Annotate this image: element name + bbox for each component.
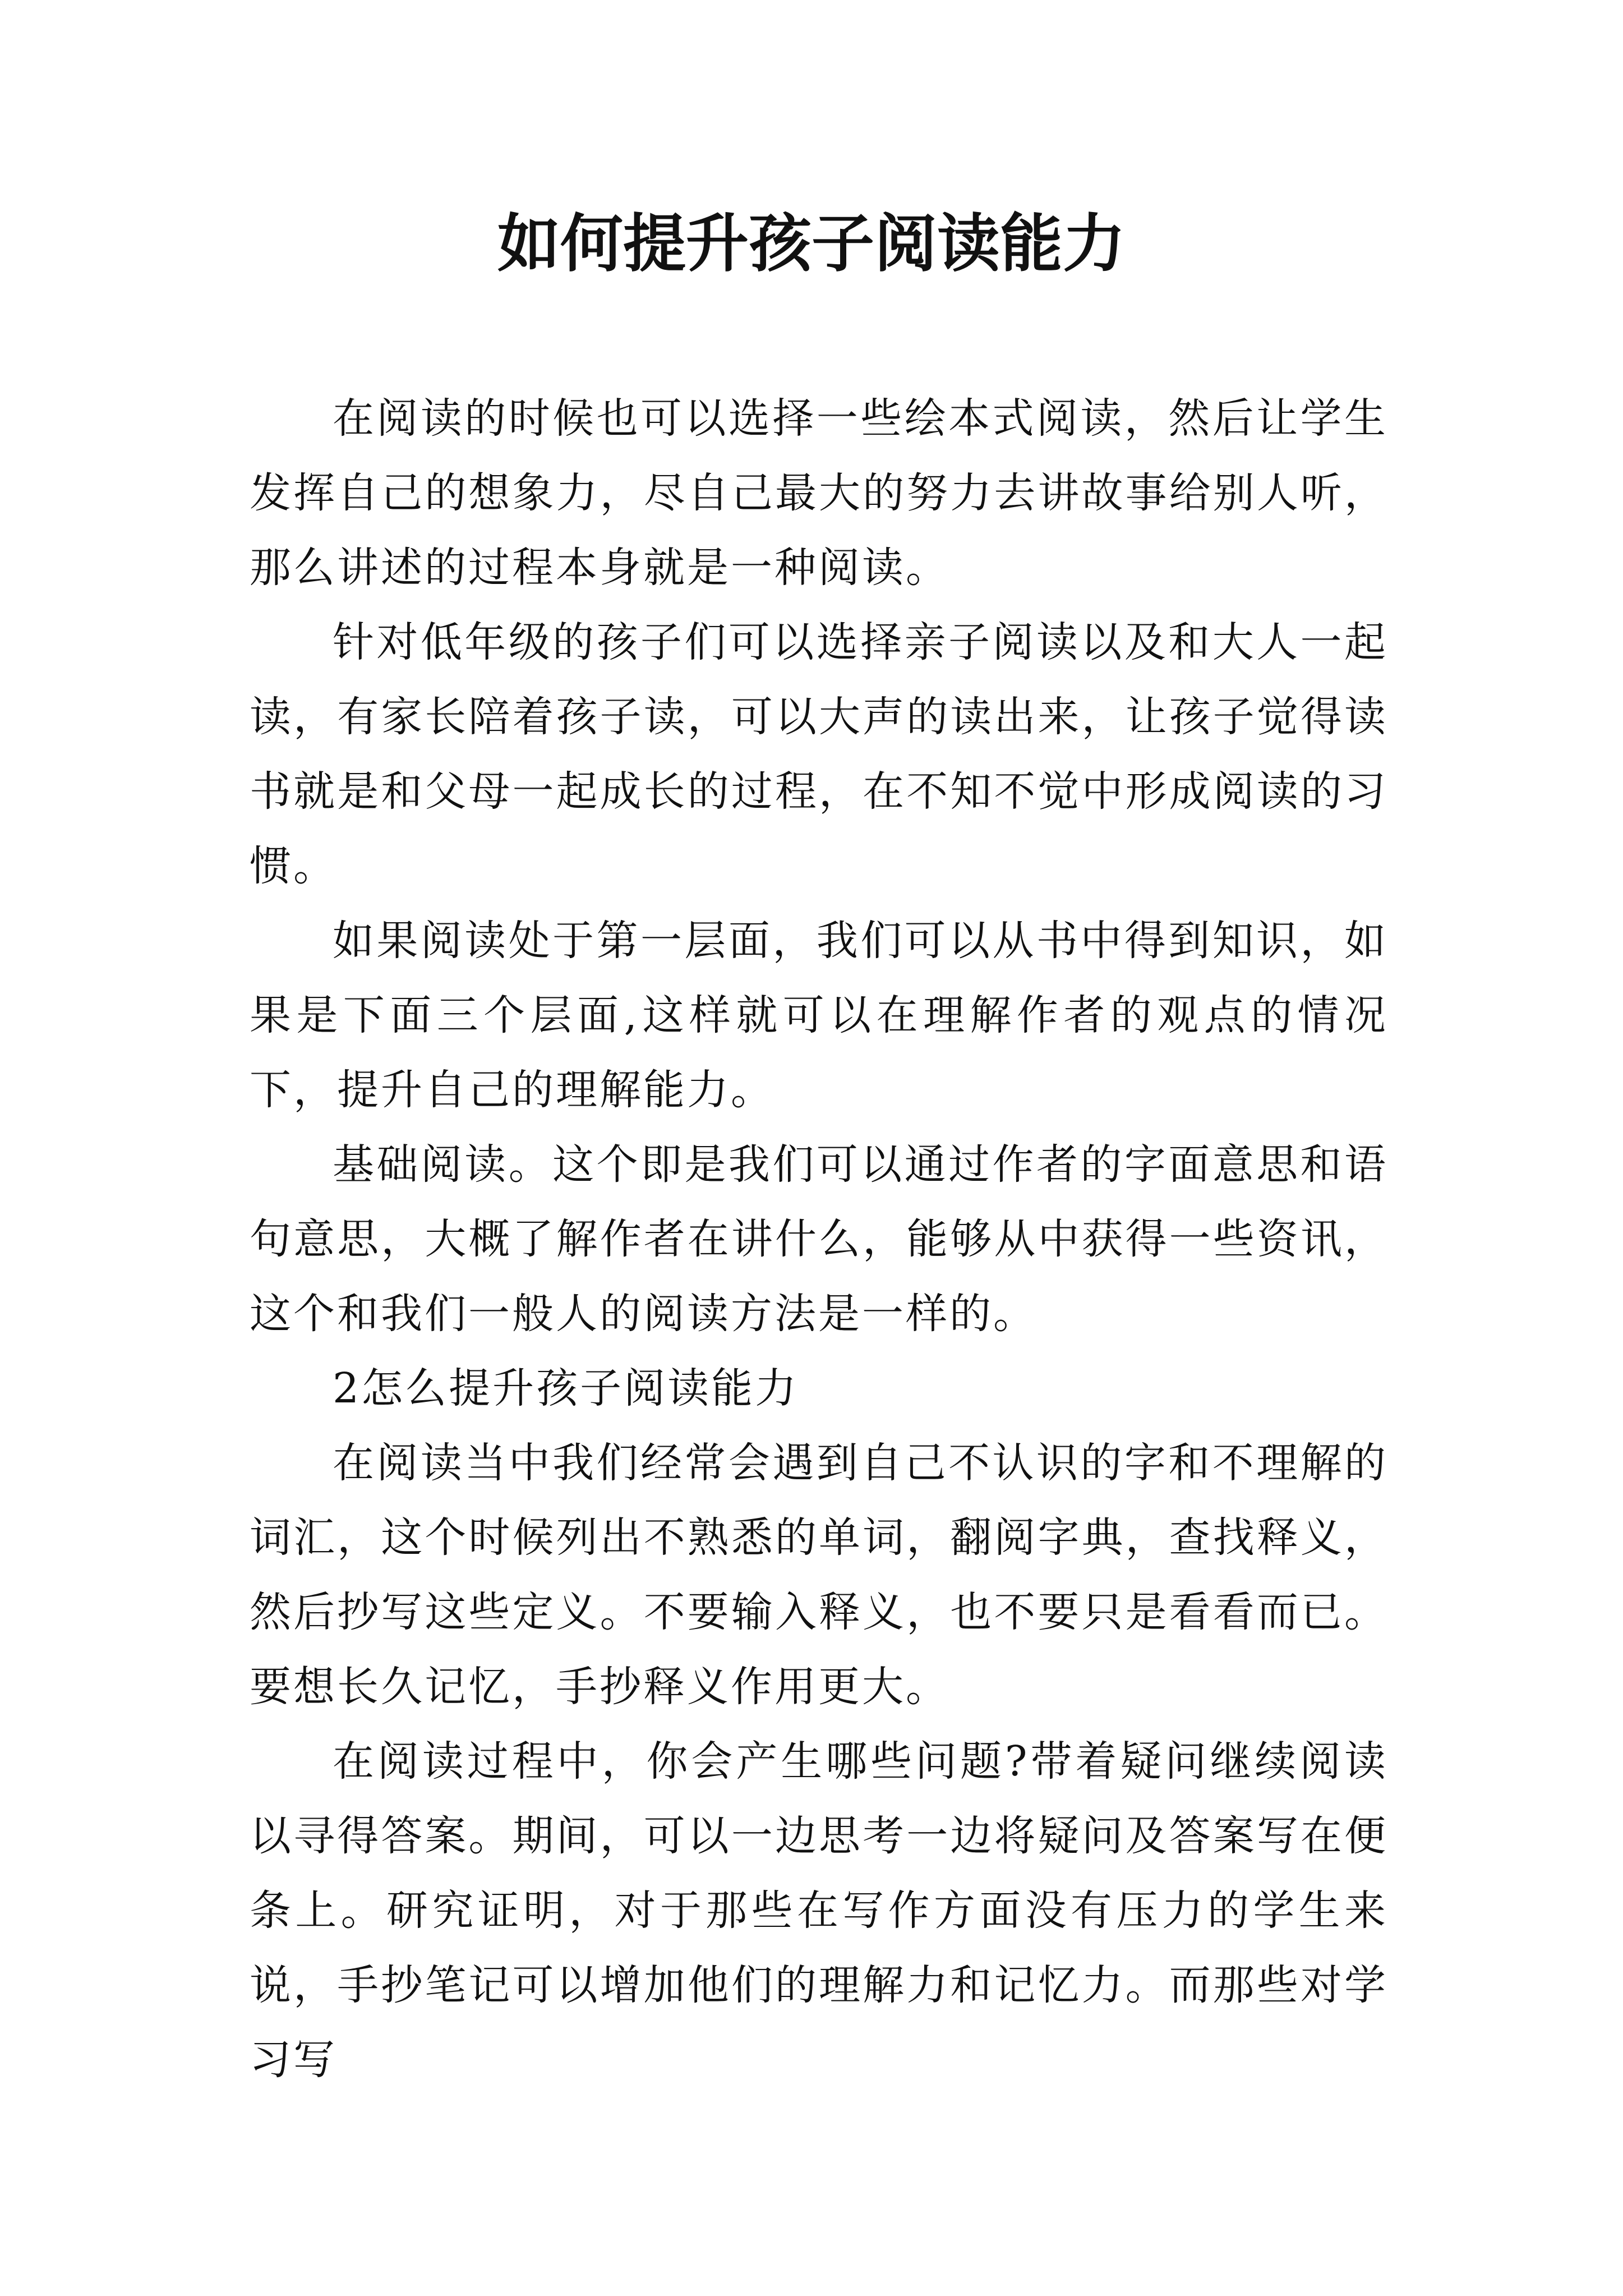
document-body <box>250 381 1388 2097</box>
paragraph: 在阅读的时候也可以选择一些绘本式阅读，然后让学生发挥自己的想象力，尽自己最大的努力去讲故事给别人听，那么讲述的过程本身就是一种阅读。 <box>250 394 1388 592</box>
paragraph: 如果阅读处于第一层面，我们可以从书中得到知识，如果是下面三个层面,这样就可以在理解作者的观点的情况下，提升自己的理解能力。 <box>250 917 1388 1114</box>
paragraph: 在阅读当中我们经常会遇到自己不认识的字和不理解的词汇，这个时候列出不熟悉的单词，翻阅字典，查找释义，然后抄写这些定义。不要输入释义，也不要只是看看而已。要想长久记忆，手抄释义作用更大。 <box>250 1439 1388 1711</box>
paragraph: 基础阅读。这个即是我们可以通过作者的字面意思和语句意思，大概了解作者在讲什么，能够从中获得一些资讯，这个和我们一般人的阅读方法是一样的。 <box>250 1140 1388 1338</box>
section-heading: 2怎么提升孩子阅读能力 <box>333 1364 799 1412</box>
paragraph: 针对低年级的孩子们可以选择亲子阅读以及和大人一起读，有家长陪着孩子读，可以大声的读出来，让孩子觉得读书就是和父母一起成长的过程，在不知不觉中形成阅读的习惯。 <box>250 618 1388 890</box>
document-title: 如何提升孩子阅读能力 <box>497 207 1126 280</box>
paragraph: 在阅读过程中，你会产生哪些问题?带着疑问继续阅读以寻得答案。期间，可以一边思考一边将疑问及答案写在便条上。研究证明，对于那些在写作方面没有压力的学生来说，手抄笔记可以增加他们的理解力和记忆力。而那些对学习写 <box>250 1737 1388 2084</box>
